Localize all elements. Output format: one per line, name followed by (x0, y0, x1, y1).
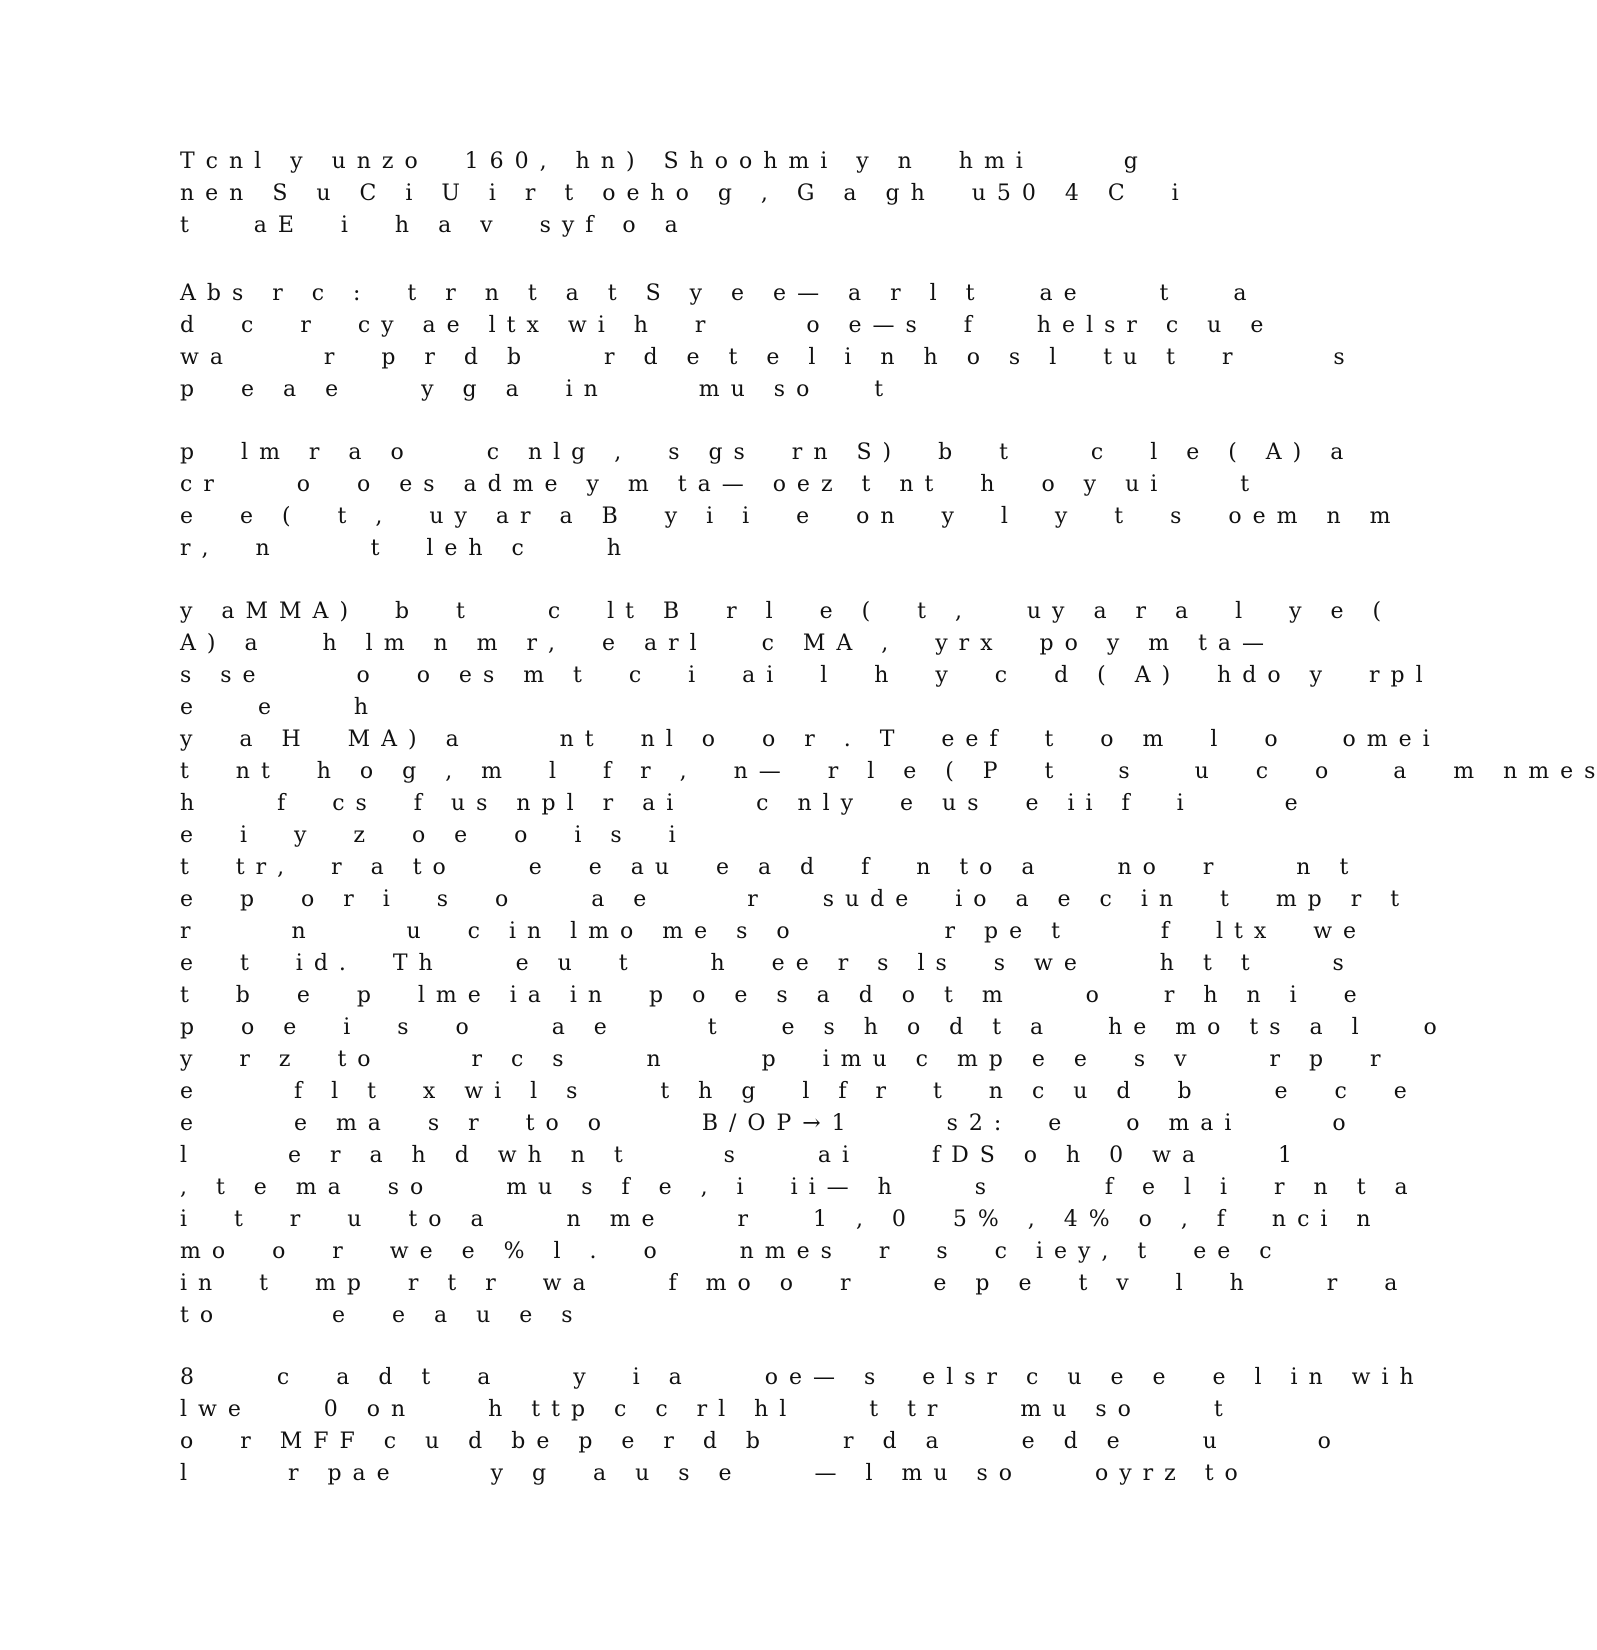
abstract-line: p e a e y g a i n m u s o t (180, 377, 886, 402)
body-line: m o o r w e e % l . o n m e s r s c i e y , t e e c (180, 1239, 1274, 1264)
body-line: e f l t x w i l s t h g l f r t n c u d b e c e (180, 1079, 1409, 1104)
body-line: r , n t l e h c h (180, 536, 623, 561)
abstract-line: d c r c y a e l t x w i h r o e — s f h e l s r c u e (180, 313, 1266, 338)
body-line: t t r , r a t o e e a u e a d f n t o a n o r n t (180, 855, 1351, 880)
header-line: n e n S u C i U i r t o e h o g , G a g h u 5 0 4 C i (180, 181, 1181, 206)
body-line: t o e e a u e s (180, 1303, 575, 1328)
body-line: A ) a h l m n m r , e a r l c M A , y r x p o y m t a — (180, 631, 1267, 656)
abstract-line: w a r p r d b r d e t e l i n h o s l t u t r s (180, 345, 1347, 370)
body-line: l w e 0 o n h t t p c c r l h l t t r m u s o t (180, 1397, 1225, 1422)
body-paragraph-2 (180, 596, 1597, 1332)
body-line: y r z t o r c s n p i m u c m p e e s v r p r (180, 1047, 1383, 1072)
body-line: t n t h o g , m l f r , n — r l e ( P t s u c o a m n m e s (180, 759, 1597, 784)
body-line: l r p a e y g a u s e — l m u s o o y r z t o (180, 1461, 1240, 1486)
body-line: e e ( t , u y a r a B y i i e o n y l y t s o e m n m (180, 504, 1393, 529)
body-line: l e r a h d w h n t s a i f D S o h 0 w a 1 (180, 1143, 1295, 1168)
body-line: t b e p l m e i a i n p o e s a d o t m o r h n i e (180, 983, 1359, 1008)
body-line: 8 c a d t a y i a o e — s e l s r c u e e e l i n w i h (180, 1365, 1416, 1390)
body-line: r n u c i n l m o m e s o r p e t f l t x w e (180, 919, 1359, 944)
body-line: i t r u t o a n m e r 1 , 0 5 % , 4 % o , f n c i n (180, 1207, 1373, 1232)
body-line: e e h (180, 695, 371, 720)
body-line: h f c s f u s n p l r a i c n l y e u s e i i f i e (180, 791, 1300, 816)
body-line: e e m a s r t o o B / O P → 1 s 2 : e o m a i o (180, 1111, 1348, 1136)
body-line: e p o r i s o a e r s u d e i o a e c i n t m p r t (180, 887, 1402, 912)
body-line: e i y z o e o i s i (180, 823, 678, 848)
abstract-paragraph (180, 278, 1347, 406)
body-line: e t i d . T h e u t h e e r s l s s w e h t t s (180, 951, 1346, 976)
body-line: y a M M A ) b t c l t B r l e ( t , u y a r a l y e ( (180, 599, 1384, 624)
body-line: c r o o e s a d m e y m t a — o e z t n t h o y u i t (180, 472, 1252, 497)
body-paragraph-3 (180, 1362, 1416, 1490)
body-line: o r M F F c u d b e p e r d b r d a e d e u o (180, 1429, 1333, 1454)
body-line: p o e i s o a e t e s h o d t a h e m o t s a l o (180, 1015, 1439, 1040)
body-paragraph-1 (180, 437, 1392, 565)
body-line: i n t m p r t r w a f m o o r e p e t v l h r a (180, 1271, 1400, 1296)
body-line: s s e o o e s m t c i a i l h y c d ( A ) h d o y r p l (180, 663, 1425, 688)
abstract-line: A b s r c : t r n t a t S y e e — a r l t a e t a (180, 281, 1249, 306)
body-line: p l m r a o c n l g , s g s r n S ) b t c l e ( A ) a (180, 440, 1346, 465)
body-line: y a H M A ) a n t n l o o r . T e e f t o m l o o m e i (180, 727, 1432, 752)
body-line: , t e m a s o m u s f e , i i i — h s f e l i r n t a (180, 1175, 1410, 1200)
header-line: t a E i h a v s y f o a (180, 213, 680, 238)
header-block (180, 146, 1181, 242)
header-line: T c n l y u n z o 1 6 0 , h n ) S h o o h m i y n h m i g (180, 149, 1140, 174)
